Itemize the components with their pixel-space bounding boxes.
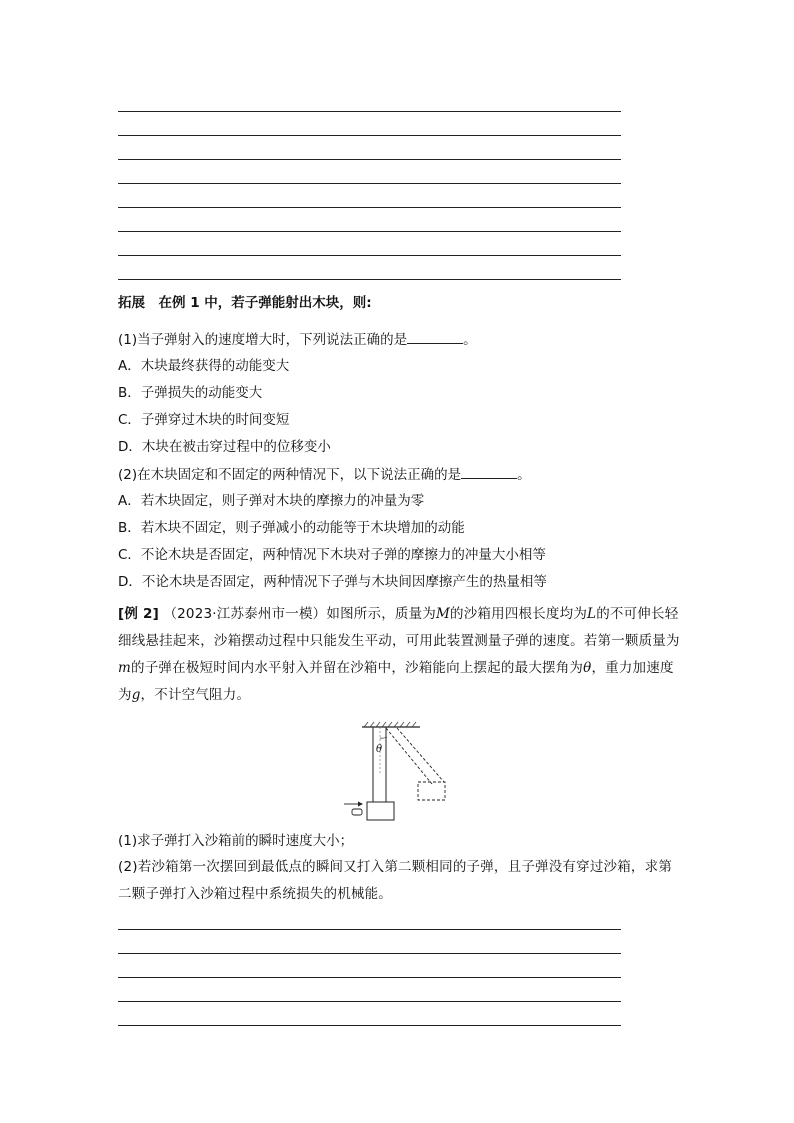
answer-line: [118, 1001, 621, 1002]
answer-line: [118, 1025, 621, 1026]
q1-option-d: D．木块在被击穿过程中的位移变小: [118, 439, 331, 455]
example-2-question-2: (2)若沙箱第一次摆回到最低点的瞬间又打入第二颗相同的子弹，且子弹没有穿过沙箱，求第二颗子弹打入沙箱过程中系统损失的机械能。: [118, 859, 673, 902]
q1-option-b: B．子弹损失的动能变大: [118, 385, 263, 401]
q2-option-a: A．若木块固定，则子弹对木块的摩擦力的冲量为零: [118, 493, 425, 509]
answer-line: [118, 111, 621, 112]
problem-text: 的不可伸长轻细线悬挂起来，沙箱摆动过程中只能发生平动，可用此装置测量子弹的速度。若第一颗质量为: [118, 606, 680, 649]
bullet: [352, 809, 362, 815]
problem-text: 的沙箱用四根长度均为: [450, 606, 588, 622]
answer-line: [118, 929, 621, 930]
answer-line: [118, 953, 621, 954]
swung-string-1: [386, 728, 432, 784]
var-L: L: [587, 606, 597, 622]
arrow-head: [358, 802, 363, 807]
problem-text: ，不计空气阻力。: [140, 687, 251, 703]
example-2-problem: [118, 601, 680, 709]
question-2-end: 。: [517, 467, 531, 483]
answer-line: [118, 279, 621, 280]
var-M: M: [436, 606, 451, 622]
q2-option-c: C．不论木块是否固定，两种情况下木块对子弹的摩擦力的冲量大小相等: [118, 547, 546, 563]
answer-line: [118, 159, 621, 160]
sandbox-pendulum-diagram: [340, 720, 460, 828]
var-m: m: [118, 660, 132, 676]
example-2-question-1: (1)求子弹打入沙箱前的瞬时速度大小；: [118, 833, 354, 849]
swung-sandbox: [418, 782, 445, 800]
theta-label: θ: [376, 744, 383, 755]
q1-option-a: A．木块最终获得的动能变大: [118, 358, 290, 374]
problem-text: 的子弹在极短时间内水平射入并留在沙箱中，沙箱能向上摆起的最大摆角为: [131, 660, 584, 676]
var-g: g: [131, 687, 141, 703]
question-2-text: (2)在木块固定和不固定的两种情况下，以下说法正确的是: [118, 467, 462, 483]
problem-text: ，重力加速度为: [118, 660, 674, 703]
question-1-stem: [118, 330, 477, 349]
answer-line: [118, 183, 621, 184]
q2-option-d: D．不论木块是否固定，两种情况下子弹与木块间因摩擦产生的热量相等: [118, 574, 547, 590]
example-tag: [例 2]: [118, 606, 159, 622]
question-2-stem: [118, 465, 531, 484]
q2-option-b: B．若木块不固定，则子弹减小的动能等于木块增加的动能: [118, 520, 465, 536]
answer-line: [118, 135, 621, 136]
answer-line: [118, 977, 621, 978]
ceiling-hatch: [364, 722, 416, 727]
answer-line: [118, 207, 621, 208]
example-source: （2023·江苏泰州市一模）: [163, 606, 327, 622]
var-theta: θ: [583, 660, 592, 676]
answer-blank-2[interactable]: [461, 465, 517, 479]
swung-string-2: [397, 728, 444, 782]
question-1-text: (1)当子弹射入的速度增大时，下列说法正确的是: [118, 332, 408, 348]
answer-blank-1[interactable]: [407, 330, 463, 344]
answer-line: [118, 231, 621, 232]
extension-heading: 拓展 在例 1 中，若子弹能射出木块，则:: [118, 295, 372, 311]
question-1-end: 。: [463, 332, 477, 348]
q1-option-c: C．子弹穿过木块的时间变短: [118, 412, 290, 428]
problem-text: 如图所示，质量为: [326, 606, 436, 622]
sandbox: [367, 802, 394, 820]
answer-line: [118, 255, 621, 256]
